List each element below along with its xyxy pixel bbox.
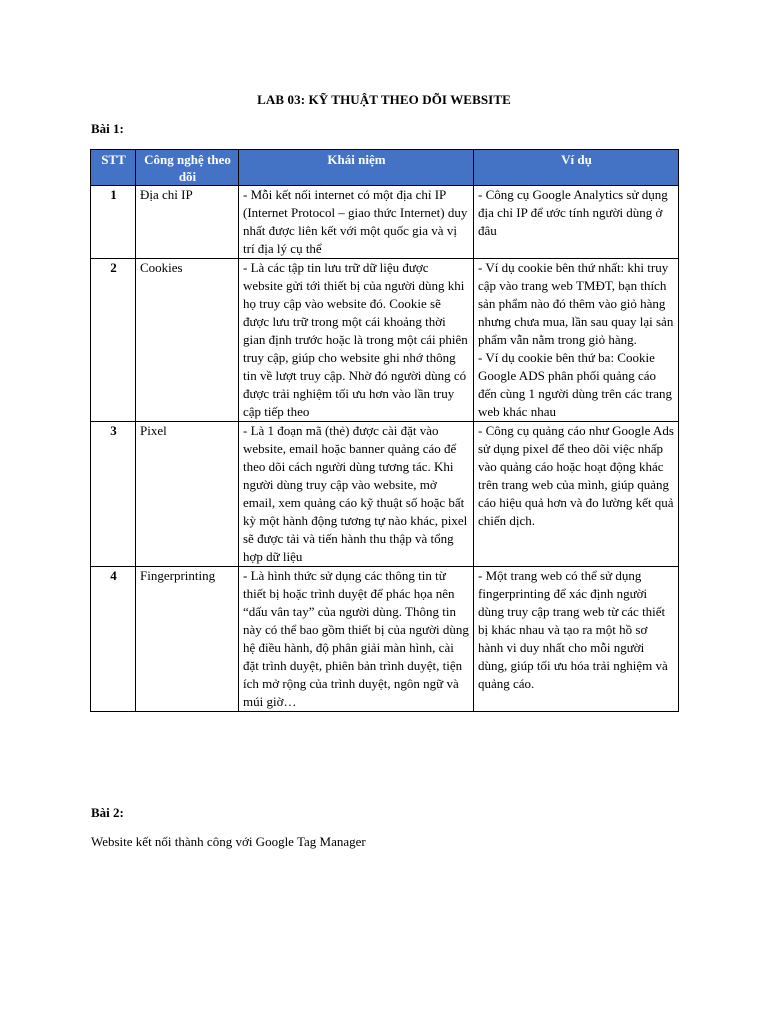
- row-stt: 4: [91, 567, 136, 712]
- row-technology: Cookies: [136, 259, 239, 422]
- table-row: [91, 186, 679, 259]
- row-concept: - Là các tập tin lưu trữ dữ liệu được website gửi tới thiết bị của người dùng khi họ truy cập vào website đó. Cookie sẽ được lưu trữ trong một cái khoảng thời gian định trước hoặc là trong một cái phiên truy cập, giúp cho website ghi nhớ thông tin về lượt truy cập. Nhờ đó người dùng có được trải nghiệm tối ưu hơn vào lần truy cập tiếp theo: [239, 259, 474, 422]
- row-technology: Fingerprinting: [136, 567, 239, 712]
- header-concept: Khái niệm: [239, 150, 474, 186]
- table-row: [91, 422, 679, 567]
- header-example: Ví dụ: [474, 150, 679, 186]
- section2-text: Website kết nối thành công với Google Tag Manager: [91, 834, 366, 849]
- section2-heading: Bài 2:: [91, 805, 124, 820]
- table-row: [91, 259, 679, 422]
- row-example: [474, 422, 679, 567]
- header-technology: Công nghệ theo dõi: [136, 150, 239, 186]
- header-stt: STT: [91, 150, 136, 186]
- row-stt: 1: [91, 186, 136, 259]
- row-example: [474, 186, 679, 259]
- section1-heading: Bài 1:: [91, 121, 124, 136]
- row-example: [474, 567, 679, 712]
- row-stt: 3: [91, 422, 136, 567]
- row-concept: - Là hình thức sử dụng các thông tin từ thiết bị hoặc trình duyệt để phác họa nên “dấu vân tay” của người dùng. Thông tin này có thể bao gồm thiết bị của người dùng hệ điều hành, độ phân giải màn hình, cài đặt trình duyệt, phiên bản trình duyệt, tiện ích mở rộng của trình duyệt, ngôn ngữ và múi giờ…: [239, 567, 474, 712]
- table-row: [91, 567, 679, 712]
- example-line: - Công cụ quảng cáo như Google Ads sử dụng pixel để theo dõi việc nhấp vào quảng cáo hoặc hoạt động khác trên trang web của mình, giúp quảng cáo hiệu quả hơn và đo lường kết quả chiến dịch.: [478, 423, 674, 528]
- table-header-row: [91, 150, 679, 186]
- row-concept: - Mỗi kết nối internet có một địa chỉ IP (Internet Protocol – giao thức Internet) duy nhất được liên kết với một quốc gia và vị trí địa lý cụ thể: [239, 186, 474, 259]
- example-line: - Một trang web có thể sử dụng fingerprinting để xác định người dùng truy cập trang web từ các thiết bị khác nhau và tạo ra một hồ sơ hành vi duy nhất cho mỗi người dùng, giúp tối ưu hóa trải nghiệm và quảng cáo.: [478, 568, 668, 691]
- row-stt: 2: [91, 259, 136, 422]
- example-line: - Ví dụ cookie bên thứ nhất: khi truy cập vào trang web TMĐT, bạn thích sản phẩm nào đó thêm vào giỏ hàng nhưng chưa mua, lần sau quay lại sản phẩm vẫn nằm trong giỏ hàng.: [478, 260, 674, 347]
- row-example: [474, 259, 679, 422]
- row-concept: - Là 1 đoạn mã (thẻ) được cài đặt vào website, email hoặc banner quảng cáo để theo dõi cách người dùng tương tác. Khi người dùng truy cập vào website, mở email, xem quảng cáo kỹ thuật số hoặc bất kỳ một hành động tương tự nào khác, pixel sẽ được tải và tiến hành thu thập và tổng hợp dữ liệu: [239, 422, 474, 567]
- tracking-technologies-table: [90, 149, 679, 712]
- row-technology: Pixel: [136, 422, 239, 567]
- row-technology: Địa chỉ IP: [136, 186, 239, 259]
- example-line: - Công cụ Google Analytics sử dụng địa chỉ IP để ước tính người dùng ở đâu: [478, 187, 668, 238]
- example-line: - Ví dụ cookie bên thứ ba: Cookie Google ADS phân phối quảng cáo đến cùng 1 người dùng trên các trang web khác nhau: [478, 350, 673, 419]
- document-title: LAB 03: KỸ THUẬT THEO DÕI WEBSITE: [257, 92, 511, 107]
